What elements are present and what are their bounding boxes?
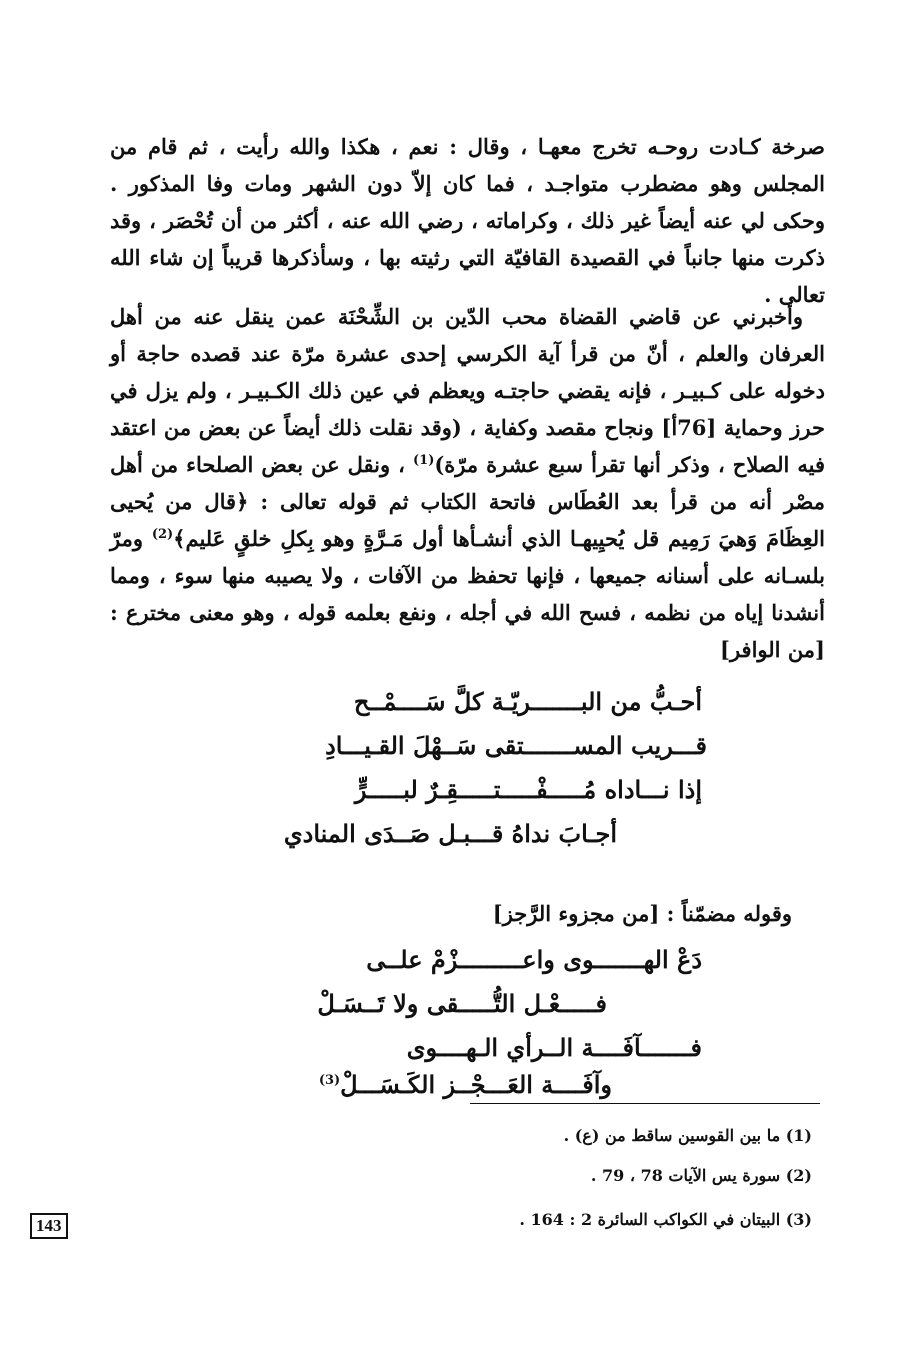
poem-2-line-3: فـــــــآفَــــة الــرأي الـهــــوى [406, 1033, 702, 1062]
paragraph-2-text [110, 298, 825, 668]
poem-1-line-1: أحـبُّ من البـــــــريّـة كلَّ سَــــمْــح [353, 687, 702, 716]
footnote-marker-3[interactable]: (3) [318, 1073, 341, 1088]
poem-2-line-2: فـــــعْـل التُّـــــقى ولا تَــسَـلْ [317, 989, 607, 1018]
footnote-1: (1) ما بين القوسين ساقط من (ع) . [563, 1126, 812, 1145]
footnote-marker-1[interactable]: (1) [413, 453, 435, 468]
paragraph-2-segment-3: ومرّ بلسـانه على أسنانه جميعها ، فإنها تحفظ من الآفات ، ولا يصيبه منها سوء ، ومما أنشدنا إياه من نظمه ، فسح الله في أجله ، ونفع بعلمه قوله ، وهو معنى مخترع : [من الوافر] [110, 526, 825, 662]
paragraph-1 [110, 128, 825, 313]
footnote-separator [470, 1103, 820, 1104]
footnote-marker-2[interactable]: (2) [151, 527, 174, 542]
poem-2-intro: وقوله مضمّناً : [من مجزوء الرَّجز] [492, 901, 792, 926]
footnote-3: (3) البيتان في الكواكب السائرة 2 : 164 . [519, 1210, 812, 1229]
poem-1-line-2: قـــريب المســـــــتقى سَــهْلَ القـيـــادِ [325, 731, 707, 760]
paragraph-2-segment-2: ، ونقل عن بعض الصلحاء من أهل مصْر أنه من قرأ بعد العُطَاس فاتحة الكتاب ثم قوله تعالى : ﴿قال من يُحيى العِظَامَ وَهيَ رَمِيم قل يُحيِيهـا الذي أنشـأها أول مَـرَّةٍ وهو بِكلِ خلقٍ عَليم﴾ [110, 452, 826, 551]
poem-2-line-4-text: وآفَــــة العَـــجْــز الكَـسَـــلْ [340, 1070, 612, 1099]
poem-1-line-4: أجـابَ نداهُ قـــبـل صَــدَى المنادي [283, 819, 617, 848]
paragraph-2 [110, 298, 825, 668]
footnote-2: (2) سورة يس الآيات 78 ، 79 . [590, 1166, 812, 1185]
page-number: 143 [30, 1213, 68, 1239]
poem-1-line-3: إذا نـــاداه مُـــــفْـــــتـــــقِـرٌ لبـــــرٍّ [354, 775, 702, 804]
poem-2-line-1: دَعْ الهـــــــوى واعـــــــــزْمْ علــى [366, 945, 702, 974]
paragraph-1-text: صرخة كـادت روحـه تخرج معهـا ، وقال : نعم ، هكذا والله رأيت ، ثم قام من المجلس وهو مضطرب متواجـد ، فما كان إلاّ دون الشهر ومات وفا المذكور . وحكى لي عنه أيضاً غير ذلك ، وكراماته ، رضي الله عنه ، أكثر من أن تُحْصَر ، وقد ذكرت منها جانباً في القصيدة القافيّة التي رثيته بها ، وسأذكرها قريباً إن شاء الله تعالى . [110, 134, 825, 307]
paragraph-2-segment-1: وأخبرني عن قاضي القضاة محب الدّين بن الشِّحْنَة عمن ينقل عنه من أهل العرفان والعلم ، أنّ من قرأ آية الكرسي إحدى عشرة مرّة عند قصده حاجة أو دخوله على كـبيـر ، فإنه يقضي حاجتـه ويعظم في عين ذلك الكـبيـر ، ولم يزل في حرز وحماية [76أ] ونجاح مقصد وكفاية ، (وقد نقلت ذلك أيضاً عن بعض من اعتقد فيه الصلاح ، وذكر أنها تقرأ سبع عشرة مرّة) [110, 304, 825, 477]
poem-2-line-4 [319, 1063, 612, 1107]
